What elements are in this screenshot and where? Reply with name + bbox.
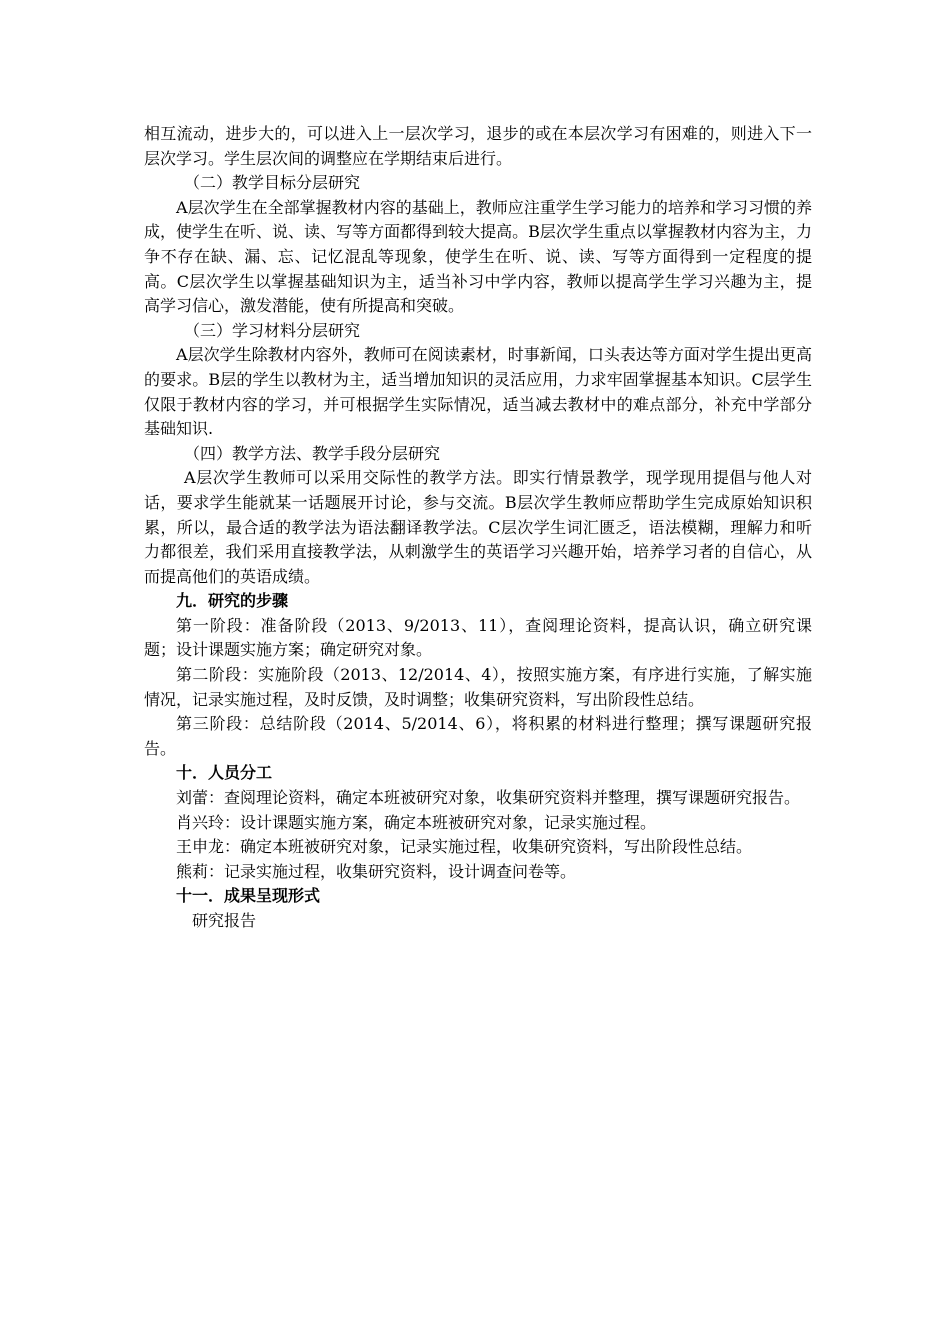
paragraph-stage-three: 第三阶段：总结阶段（2014、5/2014、6），将积累的材料进行整理；撰写课题研究报告。 <box>144 714 812 758</box>
section-heading-results-form: 十一．成果呈现形式 <box>176 886 321 906</box>
section-heading-staff-division: 十．人员分工 <box>176 763 273 783</box>
document-body <box>144 122 812 934</box>
paragraph-staff-liu: 刘蕾：查阅理论资料，确定本班被研究对象，收集研究资料并整理，撰写课题研究报告。 <box>176 788 801 808</box>
subheading-teaching-methods: （四）教学方法、教学手段分层研究 <box>184 443 441 463</box>
section-heading-research-steps: 九．研究的步骤 <box>176 591 289 611</box>
paragraph-research-report: 研究报告 <box>192 911 257 930</box>
paragraph-teaching-methods: A层次学生教师可以采用交际性的教学方法。即实行情景教学，现学现用提倡与他人对话，要求学生能就某一话题展开讨论，参与交流。B层次学生教师应帮助学生完成原始知识积累，所以，最合适的教学法为语法翻译教学法。C层次学生词汇匮乏，语法模糊，理解力和听力都很差，我们采用直接教学法，从刺激学生的英语学习兴趣开始，培养学习者的自信心，从而提高他们的英语成绩。 <box>144 468 812 586</box>
paragraph-staff-wang: 王申龙：确定本班被研究对象，记录实施过程，收集研究资料，写出阶段性总结。 <box>176 837 753 857</box>
subheading-learning-materials: （三）学习材料分层研究 <box>184 320 361 340</box>
paragraph-stage-two: 第二阶段：实施阶段（2013、12/2014、4），按照实施方案，有序进行实施，了解实施情况，记录实施过程，及时反馈，及时调整；收集研究资料，写出阶段性总结。 <box>144 665 812 709</box>
paragraph-teaching-goals: A层次学生在全部掌握教材内容的基础上，教师应注重学生学习能力的培养和学习习惯的养成，使学生在听、说、读、写等方面都得到较大提高。B层次学生重点以掌握教材内容为主，力争不存在缺、漏、忘、记忆混乱等现象，使学生在听、说、读、写等方面得到一定程度的提高。C层次学生以掌握基础知识为主，适当补习中学内容，教师以提高学生学习兴趣为主，提高学习信心，激发潜能，使有所提高和突破。 <box>144 197 812 316</box>
paragraph-level-adjustment: 相互流动，进步大的，可以进入上一层次学习，退步的或在本层次学习有困难的，则进入下一层次学习。学生层次间的调整应在学期结束后进行。 <box>144 124 812 168</box>
subheading-teaching-goals: （二）教学目标分层研究 <box>184 173 361 193</box>
paragraph-stage-one: 第一阶段：准备阶段（2013、9/2013、11），查阅理论资料，提高认识，确立研究课题；设计课题实施方案；确定研究对象。 <box>144 615 812 660</box>
paragraph-staff-xiao: 肖兴玲：设计课题实施方案，确定本班被研究对象，记录实施过程。 <box>176 812 657 832</box>
paragraph-staff-xiong: 熊莉：记录实施过程，收集研究资料，设计调查问卷等。 <box>176 861 577 881</box>
paragraph-learning-materials: A层次学生除教材内容外，教师可在阅读素材，时事新闻，口头表达等方面对学生提出更高的要求。B层的学生以教材为主，适当增加知识的灵活应用，力求牢固掌握基本知识。C层学生仅限于教材内容的学习，并可根据学生实际情况，适当减去教材中的难点部分，补充中学部分基础知识. <box>144 345 812 439</box>
